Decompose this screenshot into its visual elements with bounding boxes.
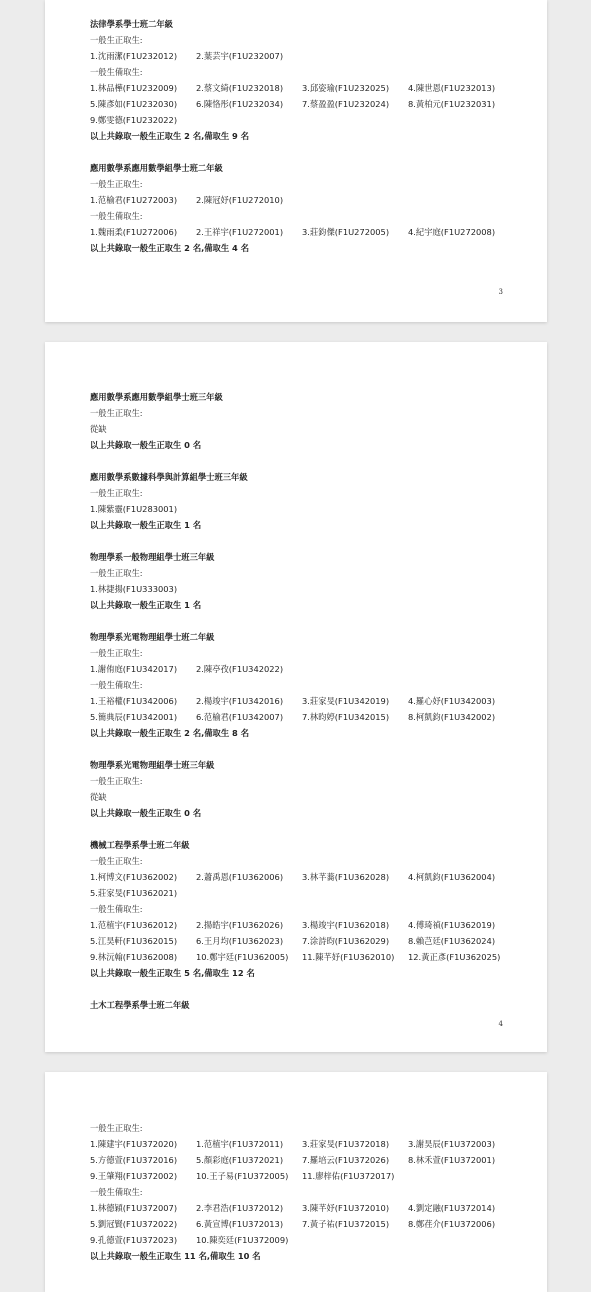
admitted-label: 一般生正取生: <box>90 488 143 498</box>
name-row <box>90 1136 527 1152</box>
page-content <box>90 390 527 1013</box>
name-entry: 11.陳芊妤(F1U362010) <box>302 952 395 962</box>
page-number: 3 <box>498 288 503 296</box>
name-entry: 1.林品樺(F1U232009) <box>90 83 178 93</box>
admitted-label: 一般生正取生: <box>90 568 143 578</box>
name-entry: 8.黃柏元(F1U232031) <box>408 99 496 109</box>
name-entry: 4.紀宇庭(F1U272008) <box>408 227 496 237</box>
name-row <box>90 1216 527 1232</box>
section-title: 物理學系光電物理組學士班二年級 <box>90 632 215 642</box>
name-entry: 9.孔德萱(F1U372023) <box>90 1235 178 1245</box>
name-entry: 8.柯凱鈞(F1U342002) <box>408 712 496 722</box>
name-row <box>90 501 527 517</box>
waitlist-label: 一般生備取生: <box>90 904 143 914</box>
waitlist-label: 一般生備取生: <box>90 67 143 77</box>
section-title: 法律學系學士班二年級 <box>90 19 173 29</box>
name-entry: 7.林昀婷(F1U342015) <box>302 712 390 722</box>
name-row <box>90 421 527 437</box>
name-row <box>90 869 527 885</box>
name-entry: 1.柯博文(F1U362002) <box>90 872 178 882</box>
section-summary: 以上共錄取一般生正取生 5 名,備取生 12 名 <box>90 968 255 978</box>
name-row <box>90 1168 527 1184</box>
name-entry: 7.蔡盈盈(F1U232024) <box>302 99 390 109</box>
name-entry: 2.王祥宇(F1U272001) <box>196 227 284 237</box>
name-entry: 1.沈雨潔(F1U232012) <box>90 51 178 61</box>
name-row <box>90 48 527 64</box>
section-title: 機械工程學系學士班二年級 <box>90 840 190 850</box>
name-row <box>90 709 527 725</box>
document-page-4 <box>45 342 547 1052</box>
name-row <box>90 224 527 240</box>
waitlist-label: 一般生備取生: <box>90 680 143 690</box>
admitted-label: 一般生正取生: <box>90 648 143 658</box>
name-row <box>90 80 527 96</box>
name-row <box>90 96 527 112</box>
name-entry: 3.陳芊妤(F1U372010) <box>302 1203 390 1213</box>
section-summary: 以上共錄取一般生正取生 0 名 <box>90 440 202 450</box>
name-row <box>90 1152 527 1168</box>
name-entry: 7.黃子祐(F1U372015) <box>302 1219 390 1229</box>
name-entry: 2.蔡文綺(F1U232018) <box>196 83 284 93</box>
name-row <box>90 693 527 709</box>
name-entry: 3.莊家旻(F1U342019) <box>302 696 390 706</box>
name-entry: 11.廖梓佑(F1U372017) <box>302 1171 395 1181</box>
name-entry: 10.陳奕廷(F1U372009) <box>196 1235 289 1245</box>
name-entry: 5.陳彥如(F1U232030) <box>90 99 178 109</box>
section-summary: 以上共錄取一般生正取生 0 名 <box>90 808 202 818</box>
name-entry: 1.魏雨柔(F1U272006) <box>90 227 178 237</box>
name-entry: 8.賴芑廷(F1U362024) <box>408 936 496 946</box>
name-entry: 3.莊鈞傑(F1U272005) <box>302 227 390 237</box>
section-summary: 以上共錄取一般生正取生 2 名,備取生 9 名 <box>90 131 250 141</box>
name-entry: 6.黃宣博(F1U372013) <box>196 1219 284 1229</box>
waitlist-label: 一般生備取生: <box>90 211 143 221</box>
name-entry: 4.柯凱鈞(F1U362004) <box>408 872 496 882</box>
name-entry: 1.林德穎(F1U372007) <box>90 1203 178 1213</box>
name-row <box>90 949 527 965</box>
name-row <box>90 1200 527 1216</box>
name-entry: 1.林捷揚(F1U333003) <box>90 584 178 594</box>
name-entry: 1.范植宇(F1U372011) <box>196 1139 284 1149</box>
name-entry: 3.林芊蕎(F1U362028) <box>302 872 390 882</box>
name-entry: 4.傅琦禎(F1U362019) <box>408 920 496 930</box>
name-entry: 8.林禾萱(F1U372001) <box>408 1155 496 1165</box>
vacancy-text: 從缺 <box>90 424 107 434</box>
name-entry: 2.李君浩(F1U372012) <box>196 1203 284 1213</box>
name-entry: 7.涂詩昀(F1U362029) <box>302 936 390 946</box>
vacancy-text: 從缺 <box>90 792 107 802</box>
name-row <box>90 885 527 901</box>
name-entry: 4.劉定融(F1U372014) <box>408 1203 496 1213</box>
name-entry: 2.葉芸宇(F1U232007) <box>196 51 284 61</box>
section-summary: 以上共錄取一般生正取生 1 名 <box>90 520 202 530</box>
name-row <box>90 933 527 949</box>
name-entry: 5.顏彩庭(F1U372021) <box>196 1155 284 1165</box>
name-entry: 3.邱姿瑜(F1U232025) <box>302 83 390 93</box>
waitlist-label: 一般生備取生: <box>90 1187 143 1197</box>
name-row <box>90 661 527 677</box>
name-entry: 10.鄭宇廷(F1U362005) <box>196 952 289 962</box>
admitted-label: 一般生正取生: <box>90 35 143 45</box>
name-entry: 1.王裕權(F1U342006) <box>90 696 178 706</box>
section-title: 土木工程學系學士班二年級 <box>90 1000 190 1010</box>
name-entry: 5.江昊軒(F1U362015) <box>90 936 178 946</box>
name-row <box>90 112 527 128</box>
section-title: 應用數學系應用數學組學士班二年級 <box>90 163 223 173</box>
name-entry: 5.劉冠賢(F1U372022) <box>90 1219 178 1229</box>
name-entry: 7.羅培云(F1U372026) <box>302 1155 390 1165</box>
admitted-label: 一般生正取生: <box>90 1123 143 1133</box>
name-entry: 2.揚皓宇(F1U362026) <box>196 920 284 930</box>
document-page-3 <box>45 0 547 322</box>
page-content <box>90 1120 527 1264</box>
section-summary: 以上共錄取一般生正取生 2 名,備取生 4 名 <box>90 243 250 253</box>
document-page-5 <box>45 1072 547 1292</box>
section-summary: 以上共錄取一般生正取生 2 名,備取生 8 名 <box>90 728 250 738</box>
section-title: 應用數學系應用數學組學士班三年級 <box>90 392 223 402</box>
name-entry: 5.莊家旻(F1U362021) <box>90 888 178 898</box>
name-entry: 9.林沅翰(F1U362008) <box>90 952 178 962</box>
name-entry: 5.簡典辰(F1U342001) <box>90 712 178 722</box>
section-summary: 以上共錄取一般生正取生 1 名 <box>90 600 202 610</box>
name-entry: 3.楊竣宇(F1U362018) <box>302 920 390 930</box>
name-entry: 2.蕭禹恩(F1U362006) <box>196 872 284 882</box>
name-entry: 1.范榆君(F1U272003) <box>90 195 178 205</box>
section-title: 物理學系光電物理組學士班三年級 <box>90 760 215 770</box>
name-entry: 1.陳紫靈(F1U283001) <box>90 504 178 514</box>
name-entry: 4.陳世恩(F1U232013) <box>408 83 496 93</box>
name-entry: 1.陳建宇(F1U372020) <box>90 1139 178 1149</box>
admitted-label: 一般生正取生: <box>90 408 143 418</box>
name-entry: 2.陳冠妤(F1U272010) <box>196 195 284 205</box>
page-number: 4 <box>498 1020 503 1028</box>
name-row <box>90 1232 527 1248</box>
name-entry: 6.陳恪彤(F1U232034) <box>196 99 284 109</box>
name-entry: 5.方德萱(F1U372016) <box>90 1155 178 1165</box>
name-entry: 6.范榆君(F1U342007) <box>196 712 284 722</box>
name-entry: 12.黃正彥(F1U362025) <box>408 952 501 962</box>
name-row <box>90 192 527 208</box>
page-content <box>90 17 527 256</box>
name-row <box>90 581 527 597</box>
name-entry: 4.羅心妤(F1U342003) <box>408 696 496 706</box>
name-entry: 10.王子易(F1U372005) <box>196 1171 289 1181</box>
name-entry: 2.陳亭孜(F1U342022) <box>196 664 284 674</box>
name-entry: 6.王月均(F1U362023) <box>196 936 284 946</box>
name-entry: 9.鄭雯德(F1U232022) <box>90 115 178 125</box>
name-entry: 8.鄭荏介(F1U372006) <box>408 1219 496 1229</box>
section-title: 物理學系一般物理組學士班三年級 <box>90 552 215 562</box>
section-title: 應用數學系數據科學與計算組學士班三年級 <box>90 472 248 482</box>
name-entry: 2.楊竣宇(F1U342016) <box>196 696 284 706</box>
admitted-label: 一般生正取生: <box>90 179 143 189</box>
name-entry: 1.范植宇(F1U362012) <box>90 920 178 930</box>
name-row <box>90 789 527 805</box>
admitted-label: 一般生正取生: <box>90 776 143 786</box>
name-entry: 9.王肇翔(F1U372002) <box>90 1171 178 1181</box>
name-row <box>90 917 527 933</box>
admitted-label: 一般生正取生: <box>90 856 143 866</box>
name-entry: 3.謝昊辰(F1U372003) <box>408 1139 496 1149</box>
section-summary: 以上共錄取一般生正取生 11 名,備取生 10 名 <box>90 1251 261 1261</box>
name-entry: 1.謝侑庭(F1U342017) <box>90 664 178 674</box>
name-entry: 3.莊家旻(F1U372018) <box>302 1139 390 1149</box>
